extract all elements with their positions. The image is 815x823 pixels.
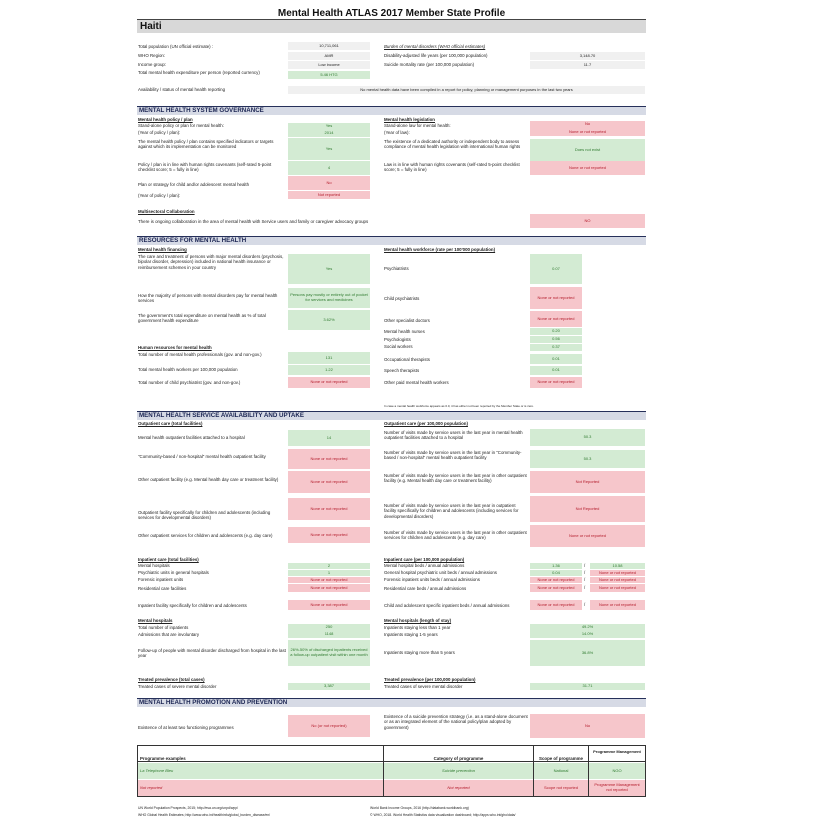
workforce-value: 0.01 <box>530 366 582 375</box>
length-of-stay-row: Inpatients staying more than 5 years <box>384 650 455 655</box>
mental-hospitals-value: 250 <box>288 624 370 631</box>
programme-cell: NGO <box>589 763 645 779</box>
programme-cell: La Telephone Bleu <box>138 763 383 779</box>
workforce-row: Psychiatrists <box>384 266 409 271</box>
mental-hospitals-value: 26%-50% of discharged inpatients received a follow-up outpatient visit within one month <box>288 640 370 666</box>
legislation-value: Does not exist <box>530 139 645 161</box>
column-header: Scope of programme <box>539 756 583 761</box>
burden-label: Burden of mental disorders (WHO official estimates) <box>384 44 486 49</box>
inpatient-title: Inpatient care (total facilities) <box>138 557 199 562</box>
outpatient-rate-value: 50.3 <box>530 450 645 468</box>
length-of-stay-value: 49.2% <box>530 624 645 631</box>
policy-row: (Year of policy / plan): <box>138 130 181 135</box>
hr-row: Total number of mental health professionals (gov. and non-gov.) <box>138 352 262 357</box>
inpatient-rate-admissions: 10.58 <box>590 563 645 569</box>
income-label: Income group: <box>138 62 167 67</box>
outpatient-rate-row: Number of visits made by service users in the last year in mental health outpatient facilities attached to a hospital <box>384 430 523 441</box>
workforce-value: 0.37 <box>530 344 582 351</box>
length-of-stay-value: 14.0% <box>530 631 645 638</box>
inpatient-rate-row: Mental hospital beds / annual admissions <box>384 563 465 568</box>
footnote: © WHO, 2018. World Health Statistics data visualization dashboard; http://apps.who.int/gho/data/ <box>370 813 516 817</box>
programme-table <box>137 745 646 797</box>
inpatient-rate-admissions: None or not reported <box>590 600 645 610</box>
treated-prevalence-rate-row: Treated cases of severe mental disorder <box>384 684 463 689</box>
promotion-row: Existence of a suicide prevention strategy (i.e. as a stand-alone document or as an integrated element of the national policy/plan adopted by government) <box>384 714 528 730</box>
mental-hospitals-row: Total number of inpatients <box>138 625 189 630</box>
multisectoral-title: Multisectoral Collaboration <box>138 209 195 214</box>
column-header: Programme Management <box>593 749 641 754</box>
outpatient-title: Outpatient care (total facilities) <box>138 421 203 426</box>
policy-row: (Year of policy / plan): <box>138 193 181 198</box>
policy-value: No <box>288 176 370 190</box>
outpatient-row: Other outpatient services for children and adolescents (e.g. day care) <box>138 533 273 538</box>
availability-value: No mental health data have been compiled in a report for policy, planning or management purposes in the last two years <box>288 86 645 94</box>
workforce-row: Child psychiatrists <box>384 296 420 301</box>
inpatient-rate-beds: None or not reported <box>530 600 582 610</box>
inpatient-value: None or not reported <box>288 577 370 583</box>
outpatient-rate-value: Not Reported <box>530 471 645 493</box>
inpatient-value: 2 <box>288 563 370 569</box>
suicide-value: 11.7 <box>530 61 645 69</box>
multisectoral-value: NO <box>530 214 645 228</box>
length-of-stay-value: 36.8% <box>530 640 645 666</box>
legislation-value: None or not reported <box>530 161 645 175</box>
inpatient-value: None or not reported <box>288 584 370 592</box>
policy-value: 4 <box>288 161 370 175</box>
outpatient-value: None or not reported <box>288 527 370 543</box>
inpatient-row: Residential care facilities <box>138 586 187 591</box>
treated-prevalence-value: 3,387 <box>288 683 370 690</box>
workforce-value: 0.20 <box>530 328 582 335</box>
length-of-stay-title: Mental hospitals (length of stay) <box>384 618 452 623</box>
workforce-row: Occupational therapists <box>384 357 430 362</box>
slash: / <box>584 577 586 582</box>
section-governance: MENTAL HEALTH SYSTEM GOVERNANCE <box>137 106 646 115</box>
income-value: Low income <box>288 61 370 69</box>
financing-row: The government's total expenditure on mental health as % of total government health expenditure <box>138 313 266 324</box>
outpatient-rate-value: None or not reported <box>530 525 645 547</box>
legislation-value: No <box>530 121 645 128</box>
slash: / <box>584 585 586 590</box>
outpatient-rate-row: Number of visits made by service users in the last year in outpatient facility specifically for children and adolescents (including services for developmental disorders) <box>384 503 519 519</box>
financing-title: Mental health financing <box>138 247 187 252</box>
region-label: WHO Region: <box>138 53 166 58</box>
legislation-row: Stand-alone law for mental health: <box>384 123 451 128</box>
hr-value: None or not reported <box>288 377 370 388</box>
policy-value: Not reported <box>288 191 370 199</box>
inpatient-rate-row: Residential care beds / annual admissions <box>384 586 467 591</box>
expenditure-value: 5.46 HTG <box>288 71 370 79</box>
promotion-row: Existence of at least two functioning programmes <box>138 725 234 730</box>
legislation-row: The existence of a dedicated authority or independent body to assess compliance of mental health legislation with international human rights <box>384 139 521 150</box>
hr-value: 1.22 <box>288 365 370 375</box>
workforce-row: Social workers <box>384 344 413 349</box>
programme-cell: Not reported <box>384 780 533 796</box>
outpatient-value: None or not reported <box>288 449 370 469</box>
programme-cell: National <box>534 763 588 779</box>
inpatient-rate-beds: 0.04 <box>530 570 582 576</box>
financing-row: How the majority of persons with mental disorders pay for mental health services <box>138 293 278 304</box>
policy-value: 2014 <box>288 130 370 137</box>
outpatient-value: None or not reported <box>288 471 370 493</box>
inpatient-rate-beds: None or not reported <box>530 584 582 592</box>
availability-label: Availability / status of mental health reporting <box>138 87 226 92</box>
workforce-row: Speech therapists <box>384 368 420 373</box>
inpatient-rate-beds: None or not reported <box>530 577 582 583</box>
mental-hospitals-title: Mental hospitals <box>138 618 173 623</box>
outpatient-rate-title: Outpatient care (per 100,000 population) <box>384 421 468 426</box>
workforce-row: Mental health nurses <box>384 329 425 334</box>
policy-row: Plan or strategy for child and/or adolescent mental health <box>138 182 250 187</box>
workforce-value: None or not reported <box>530 377 582 388</box>
length-of-stay-row: Inpatients staying 1-5 years <box>384 632 438 637</box>
financing-value: 3.62% <box>288 310 370 330</box>
hr-row: Total number of child psychiatrist (gov. and non-gov.) <box>138 380 241 385</box>
treated-prevalence-row: Treated cases of severe mental disorder <box>138 684 217 689</box>
hr-row: Total mental health workers per 100,000 population <box>138 367 238 372</box>
slash: / <box>584 602 586 607</box>
outpatient-rate-row: Number of visits made by service users in the last year in other outpatient facility (e.g. Mental health day care or treatment facility) <box>384 473 527 484</box>
daly-value: 3,148.70 <box>530 52 645 60</box>
financing-value: Yes <box>288 254 370 284</box>
inpatient-rate-beds: 1.36 <box>530 563 582 569</box>
inpatient-rate-row: Child and adolescent specific inpatient beds / annual admissions <box>384 603 510 608</box>
legislation-row: Law is in line with human rights covenants (self-rated 5-point checklist score; 5 = fully in line) <box>384 162 520 173</box>
workforce-value: None or not reported <box>530 311 582 327</box>
mental-hospitals-row: Follow-up of people with mental disorder discharged from hospital in the last year <box>138 648 286 659</box>
length-of-stay-row: Inpatients staying less than 1 year <box>384 625 451 630</box>
outpatient-rate-row: Number of visits made by service users in the last year in "Community-based / non-hospital" mental health outpatient facility <box>384 450 522 461</box>
workforce-title: Mental health workforce (rate per 100'000 population) <box>384 247 496 252</box>
column-header: Category of programme <box>433 756 484 761</box>
programme-cell: Suicide prevention <box>384 763 533 779</box>
financing-row: The care and treatment of persons with major mental disorders (psychosis, bipolar disorder, depression) included in national health insurance or reimbursement schemes in your country <box>138 254 284 270</box>
inpatient-rate-admissions: None or not reported <box>590 584 645 592</box>
workforce-row: Other paid mental health workers <box>384 380 449 385</box>
treated-prevalence-rate-value: 31.71 <box>530 683 645 690</box>
page-title: Mental Health ATLAS 2017 Member State Profile <box>277 8 506 19</box>
policy-title: Mental health policy / plan <box>138 117 193 122</box>
programme-cell: Not reported <box>138 780 383 796</box>
legislation-row: (Year of law): <box>384 130 410 135</box>
outpatient-row: Other outpatient facility (e.g. Mental health day care or treatment facility) <box>138 477 279 482</box>
outpatient-value: 14 <box>288 430 370 446</box>
inpatient-rate-title: Inpatient care (per 100,000 population) <box>384 557 465 562</box>
footnote: UN World Population Prospects, 2015; http://esa.un.org/unpd/wpp/ <box>138 806 239 810</box>
inpatient-row: Mental hospitals <box>138 563 170 568</box>
inpatient-rate-admissions: None or not reported <box>590 570 645 576</box>
workforce-row: Other specialist doctors <box>384 318 430 323</box>
outpatient-row: Mental health outpatient facilities attached to a hospital <box>138 435 245 440</box>
workforce-value: 0.56 <box>530 336 582 343</box>
programme-cell: Programme Management not reported <box>589 780 645 796</box>
pop-label: Total population (UN official estimate) : <box>138 44 214 49</box>
section-promotion: MENTAL HEALTH PROMOTION AND PREVENTION <box>137 698 646 707</box>
expenditure-label: Total mental health expenditure per person (reported currency) <box>138 70 260 75</box>
pop-value: 10,711,061 <box>288 42 370 50</box>
inpatient-row: Psychiatric units in general hospitals <box>138 570 209 575</box>
hr-value: 131 <box>288 352 370 364</box>
financing-value: Persons pay mostly or entirely out of pocket for services and medicines <box>288 288 370 308</box>
inpatient-rate-admissions: None or not reported <box>590 577 645 583</box>
inpatient-rate-row: Forensic inpatient units beds / annual admissions <box>384 577 480 582</box>
slash: / <box>584 563 586 568</box>
policy-row: The mental health policy / plan contains specified indicators or targets against which its implementation can be monitored <box>138 139 274 150</box>
workforce-row: Psychologists <box>384 337 411 342</box>
treated-prevalence-rate-title: Treated prevalence (per 100,000 population) <box>384 677 476 682</box>
section-resources: RESOURCES FOR MENTAL HEALTH <box>137 236 646 245</box>
footnote: WHO Global Health Estimates; http://www.who.int/healthinfo/global_burden_disease/en/ <box>138 813 271 817</box>
promotion-value: No (or not reported) <box>288 715 370 737</box>
inpatient-row: Forensic inpatient units <box>138 577 184 582</box>
outpatient-row: Outpatient facility specifically for children and adolescents (including services for developmental disorders) <box>138 510 271 521</box>
policy-value: Yes <box>288 123 370 130</box>
legislation-value: None or not reported <box>530 128 645 136</box>
multisectoral-text: There is ongoing collaboration in the area of mental health with Service users and family or caregiver advocacy groups <box>138 219 369 224</box>
outpatient-rate-value: 50.3 <box>530 429 645 446</box>
daly-label: Disability-adjusted life years (per 100,000 population) <box>384 53 488 58</box>
outpatient-row: "Community-based / non-hospital" mental health outpatient facility <box>138 454 266 459</box>
slash: / <box>584 570 586 575</box>
inpatient-value: 1 <box>288 570 370 576</box>
inpatient-rate-row: General hospital psychiatric unit beds / annual admissions <box>384 570 497 575</box>
hr-title: Human resources for mental health <box>138 345 212 350</box>
country-name: Haiti <box>137 19 646 33</box>
column-header: Programme examples <box>140 756 186 761</box>
policy-row: Policy / plan is in line with human rights covenants (self-rated 5-point checklist score; 5 = fully in line) <box>138 162 272 173</box>
mental-hospitals-value: 1148 <box>288 631 370 638</box>
workforce-value: None or not reported <box>530 287 582 309</box>
workforce-note: In case a mental health workforce appears as 0.0, it has either not been reported by the Member State or is zero. <box>384 404 534 408</box>
mental-hospitals-row: Admissions that are involuntary <box>138 632 200 637</box>
outpatient-rate-row: Number of visits made by service users in the last year in other outpatient services for children and adolescents (e.g. day care) <box>384 530 527 541</box>
policy-row: Stand-alone policy or plan for mental health: <box>138 123 224 128</box>
treated-prevalence-title: Treated prevalence (total cases) <box>138 677 205 682</box>
inpatient-row: Inpatient facility specifically for children and adolescents <box>138 603 247 608</box>
programme-cell: Scope not reported <box>534 780 588 796</box>
legislation-title: Mental health legislation <box>384 117 435 122</box>
policy-value: Yes <box>288 138 370 160</box>
promotion-value: No <box>530 714 645 738</box>
section-services: MENTAL HEALTH SERVICE AVAILABILITY AND UPTAKE <box>137 411 646 420</box>
inpatient-value: None or not reported <box>288 600 370 610</box>
footnote: World Bank Income Groups, 2016 (http://databank.worldbank.org) <box>370 806 469 810</box>
workforce-value: 0.07 <box>530 254 582 284</box>
suicide-label: Suicide mortality rate (per 100,000 population) <box>384 62 475 67</box>
workforce-value: 0.01 <box>530 354 582 364</box>
outpatient-value: None or not reported <box>288 498 370 520</box>
region-value: AMR <box>288 52 370 60</box>
outpatient-rate-value: Not Reported <box>530 496 645 522</box>
